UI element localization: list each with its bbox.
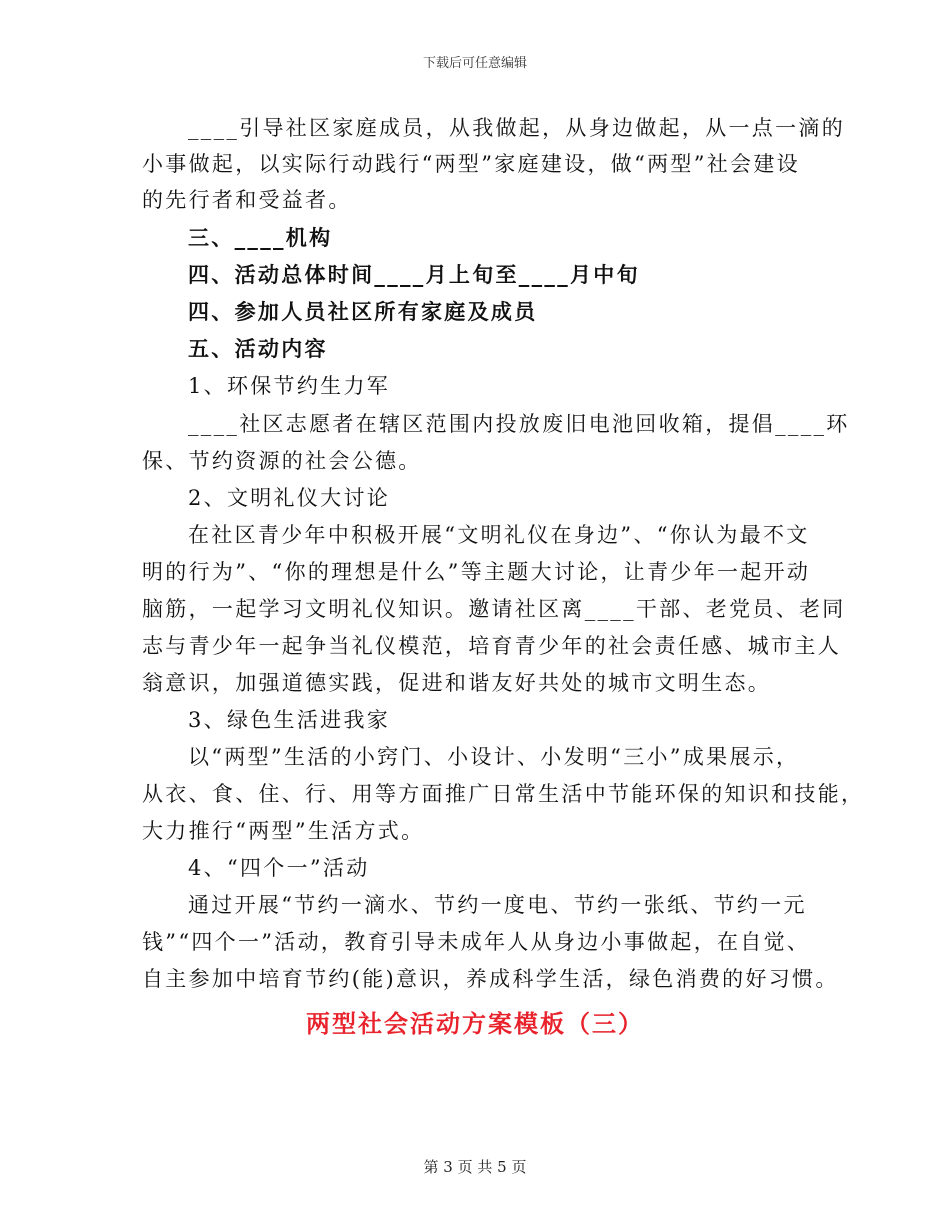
paragraph-line: 志与青少年一起争当礼仪模范，培育青少年的社会责任感、城市主人 (142, 634, 841, 658)
paragraph-line: 脑筋，一起学习文明礼仪知识。邀请社区离____干部、老党员、老同 (142, 597, 846, 621)
paragraph-line: 在社区青少年中积极开展“文明礼仪在身边”、“你认为最不文 (188, 523, 810, 547)
subheading-green-life: 3、绿色生活进我家 (188, 708, 391, 732)
heading-schedule: 四、活动总体时间____月上旬至____月中旬 (188, 262, 640, 287)
section-title: 两型社会活动方案模板（三） (306, 1010, 644, 1038)
header-note: 下载后可任意编辑 (422, 56, 527, 71)
heading-organization: 三、____机构 (188, 225, 333, 250)
paragraph-line: ____引导社区家庭成员，从我做起，从身边做起，从一点一滴的 (188, 116, 845, 140)
paragraph-line: ____社区志愿者在辖区范围内投放废旧电池回收箱，提倡____环 (188, 412, 850, 436)
paragraph-line: 保、节约资源的社会公德。 (142, 449, 422, 473)
paragraph-line: 通过开展“节约一滴水、节约一度电、节约一张纸、节约一元 (188, 893, 807, 917)
paragraph-line: 小事做起，以实际行动践行“两型”家庭建设，做“两型”社会建设 (142, 152, 800, 176)
paragraph-line: 自主参加中培育节约(能)意识，养成科学生活，绿色消费的好习惯。 (142, 967, 839, 991)
page-number: 第 3 页 共 5 页 (423, 1158, 527, 1176)
paragraph-line: 钱”“四个一”活动，教育引导未成年人从身边小事做起，在自觉、 (142, 930, 811, 954)
paragraph-line: 从衣、食、住、行、用等方面推广日常生活中节能环保的知识和技能， (142, 782, 865, 806)
heading-participants: 四、参加人员社区所有家庭及成员 (188, 299, 538, 324)
paragraph-line: 翁意识，加强道德实践，促进和谐友好共处的城市文明生态。 (142, 671, 772, 695)
paragraph-line: 大力推行“两型”生活方式。 (142, 819, 425, 843)
paragraph-line: 以“两型”生活的小窍门、小设计、小发明“三小”成果展示， (188, 745, 800, 769)
heading-activities: 五、活动内容 (188, 336, 328, 361)
subheading-etiquette: 2、文明礼仪大讨论 (188, 486, 391, 510)
subheading-eco: 1、环保节约生力军 (188, 374, 391, 398)
paragraph-line: 的先行者和受益者。 (142, 188, 352, 212)
subheading-four-ones: 4、“四个一”活动 (188, 856, 370, 880)
paragraph-line: 明的行为”、“你的理想是什么”等主题大讨论，让青少年一起开动 (142, 560, 811, 584)
